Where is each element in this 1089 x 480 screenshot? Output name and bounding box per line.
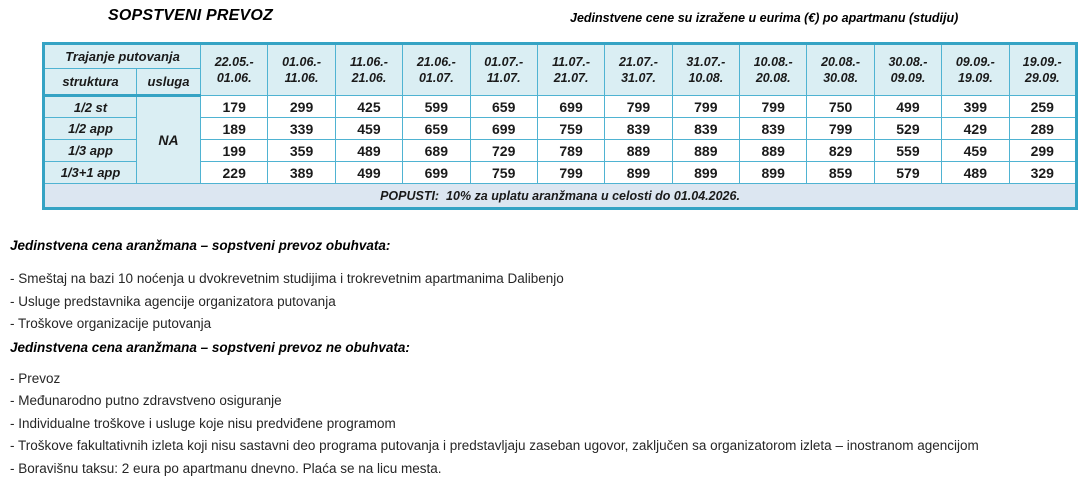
discount-row [44,184,1077,209]
price-cell: 899 [740,162,807,184]
price-cell: 459 [942,140,1009,162]
price-cell: 759 [537,118,604,140]
period-header: 31.07.- 10.08. [672,44,739,96]
list-item: - Troškove organizacije putovanja [10,313,1082,336]
price-cell: 425 [335,96,402,118]
price-cell: 299 [1009,140,1076,162]
period-header: 10.08.- 20.08. [740,44,807,96]
price-cell: 889 [672,140,739,162]
price-cell: 499 [874,96,941,118]
period-header: 21.06.- 01.07. [403,44,470,96]
price-cell: 329 [1009,162,1076,184]
table-row [44,96,1077,118]
price-cell: 799 [672,96,739,118]
price-cell: 179 [201,96,268,118]
price-cell: 729 [470,140,537,162]
price-cell: 499 [335,162,402,184]
price-cell: 579 [874,162,941,184]
price-cell: 259 [1009,96,1076,118]
price-cell: 889 [605,140,672,162]
list-item: - Individualne troškove i usluge koje nisu predviđene programom [10,413,1082,436]
period-header: 20.08.- 30.08. [807,44,874,96]
period-header: 21.07.- 31.07. [605,44,672,96]
period-header: 09.09.- 19.09. [942,44,1009,96]
price-cell: 839 [672,118,739,140]
price-cell: 799 [807,118,874,140]
structure-label: 1/3+1 app [44,162,137,184]
structure-header: struktura [44,69,137,96]
price-cell: 789 [537,140,604,162]
price-cell: 659 [403,118,470,140]
includes-heading: Jedinstvena cena aranžmana – sopstveni prevoz obuhvata: [10,236,1082,256]
price-cell: 799 [740,96,807,118]
excludes-list [10,368,1082,480]
period-header: 01.07.- 11.07. [470,44,537,96]
discount-note: POPUSTI: 10% za uplatu aranžmana u celosti do 01.04.2026. [44,184,1077,209]
price-cell: 429 [942,118,1009,140]
price-cell: 839 [605,118,672,140]
period-header: 01.06.- 11.06. [268,44,335,96]
price-cell: 899 [672,162,739,184]
service-header: usluga [137,69,201,96]
price-cell: 859 [807,162,874,184]
list-item: - Međunarodno putno zdravstveno osiguranje [10,390,1082,413]
price-cell: 699 [403,162,470,184]
price-cell: 750 [807,96,874,118]
table-header-row-1 [44,44,1077,69]
list-item: - Usluge predstavnika agencije organizatora putovanja [10,291,1082,314]
price-cell: 459 [335,118,402,140]
price-cell: 799 [605,96,672,118]
list-item: - Troškove fakultativnih izleta koji nisu sastavni deo programa putovanja i predstavljaju zaseban ugovor, zaključen sa organizatorom izleta – inostranom agencijom [10,435,1082,458]
period-header: 22.05.- 01.06. [201,44,268,96]
includes-list [10,268,1082,336]
price-cell: 829 [807,140,874,162]
price-cell: 599 [403,96,470,118]
period-header: 11.06.- 21.06. [335,44,402,96]
list-item: - Boravišnu taksu: 2 eura po apartmanu dnevno. Plaća se na licu mesta. [10,458,1082,480]
price-cell: 799 [537,162,604,184]
structure-label: 1/2 app [44,118,137,140]
price-cell: 699 [537,96,604,118]
price-cell: 889 [740,140,807,162]
structure-label: 1/2 st [44,96,137,118]
price-cell: 359 [268,140,335,162]
price-cell: 759 [470,162,537,184]
list-item: - Smeštaj na bazi 10 noćenja u dvokrevetnim studijima i trokrevetnim apartmanima Dalibenjo [10,268,1082,291]
price-cell: 299 [268,96,335,118]
price-cell: 339 [268,118,335,140]
price-cell: 699 [470,118,537,140]
price-cell: 229 [201,162,268,184]
price-cell: 839 [740,118,807,140]
structure-label: 1/3 app [44,140,137,162]
price-cell: 529 [874,118,941,140]
price-cell: 389 [268,162,335,184]
price-cell: 659 [470,96,537,118]
service-value: NA [137,96,201,184]
price-cell: 289 [1009,118,1076,140]
price-currency-note: Jedinstvene cene su izražene u eurima (€) po apartmanu (studiju) [570,11,958,25]
price-cell: 189 [201,118,268,140]
period-header: 11.07.- 21.07. [537,44,604,96]
price-cell: 899 [605,162,672,184]
price-cell: 199 [201,140,268,162]
list-item: - Prevoz [10,368,1082,391]
price-cell: 489 [335,140,402,162]
period-header: 30.08.- 09.09. [874,44,941,96]
price-cell: 559 [874,140,941,162]
notes-section [10,236,1082,480]
price-cell: 399 [942,96,1009,118]
price-cell: 489 [942,162,1009,184]
trip-duration-header: Trajanje putovanja [44,44,201,69]
price-table [42,42,1078,210]
page-title: SOPSTVENI PREVOZ [108,7,273,25]
price-cell: 689 [403,140,470,162]
excludes-heading: Jedinstvena cena aranžmana – sopstveni prevoz ne obuhvata: [10,338,1082,358]
period-header: 19.09.- 29.09. [1009,44,1076,96]
